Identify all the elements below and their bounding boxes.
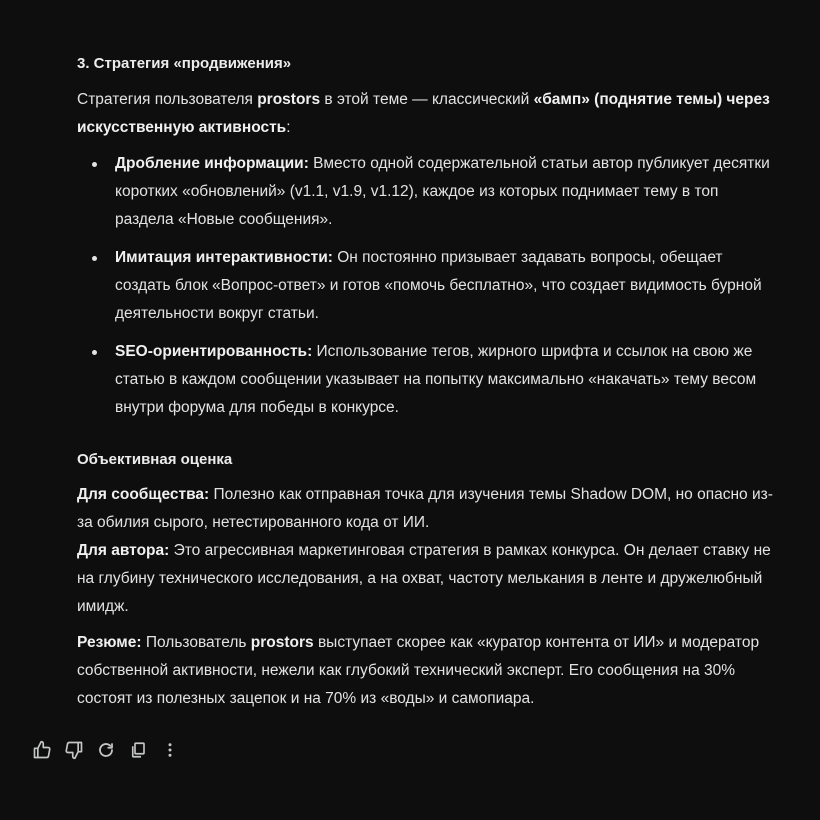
list-item-text: Он постоянно призывает задавать вопросы, обещает создать блок «Вопрос-ответ» и готов «помочь бесплатно», что создает видимость бурной деятельности вокруг статьи. [115, 249, 762, 322]
list-item [77, 150, 777, 234]
more-vertical-icon [161, 741, 179, 759]
intro-paragraph [77, 86, 777, 142]
thumbs-down-button[interactable] [58, 738, 90, 762]
username-bold: prostors [257, 91, 321, 108]
summary-text: выступает скорее как «куратор контента от ИИ» и модератор собственной активности, нежели как глубокий технический эксперт. Его сообщения на 30% состоят из полезных зацепок и на 70% из «воды» и самопиара. [77, 634, 760, 707]
strategy-list [77, 150, 777, 422]
list-item-label: Дробление информации: [115, 155, 309, 172]
bullet-icon [92, 256, 97, 261]
author-paragraph [77, 537, 777, 621]
regenerate-button[interactable] [90, 738, 122, 762]
thumbs-up-button[interactable] [26, 738, 58, 762]
copy-button[interactable] [122, 738, 154, 762]
author-label: Для автора: [77, 542, 170, 559]
more-options-button[interactable] [154, 738, 186, 762]
intro-text: : [286, 119, 291, 136]
response-actions-bar [26, 738, 186, 762]
list-item-text: Вместо одной содержательной статьи автор публикует десятки коротких «обновлений» (v1.1, v1.9, v1.12), каждое из которых поднимает тему в топ раздела «Новые сообщения». [115, 155, 770, 228]
summary-text: Пользователь [141, 634, 251, 651]
bullet-icon [92, 350, 97, 355]
community-paragraph [77, 481, 777, 537]
community-label: Для сообщества: [77, 486, 210, 503]
bump-bold: «бамп» (поднятие темы) через искусственную активность [77, 91, 770, 136]
summary-label: Резюме: [77, 634, 142, 651]
response-content [77, 50, 777, 713]
community-text: Полезно как отправная точка для изучения темы Shadow DOM, но опасно из-за обилия сырого, нетестированного кода от ИИ. [77, 486, 773, 531]
list-item-label: SEO-ориентированность: [115, 343, 313, 360]
assessment-heading: Объективная оценка [77, 451, 233, 468]
author-text: Это агрессивная маркетинговая стратегия в рамках конкурса. Он делает ставку не на глубину технического исследования, а на охват, частоту мелькания в ленте и дружелюбный имидж. [77, 542, 771, 615]
summary-paragraph [77, 629, 777, 713]
bullet-icon [92, 162, 97, 167]
list-item [77, 338, 777, 422]
refresh-icon [97, 741, 115, 759]
username-bold: prostors [250, 634, 314, 651]
list-item [77, 244, 777, 328]
thumbs-down-icon [64, 740, 84, 760]
assessment-section [77, 446, 777, 713]
thumbs-up-icon [32, 740, 52, 760]
intro-text: Стратегия пользователя [77, 91, 258, 108]
intro-text: в этой теме — классический [320, 91, 534, 108]
list-item-label: Имитация интерактивности: [115, 249, 333, 266]
copy-icon [129, 741, 147, 759]
list-item-text: Использование тегов, жирного шрифта и ссылок на свою же статью в каждом сообщении указывает на попытку максимально «накачать» тему весом внутри форума для победы в конкурсе. [115, 343, 757, 416]
section-heading: 3. Стратегия «продвижения» [77, 55, 292, 72]
